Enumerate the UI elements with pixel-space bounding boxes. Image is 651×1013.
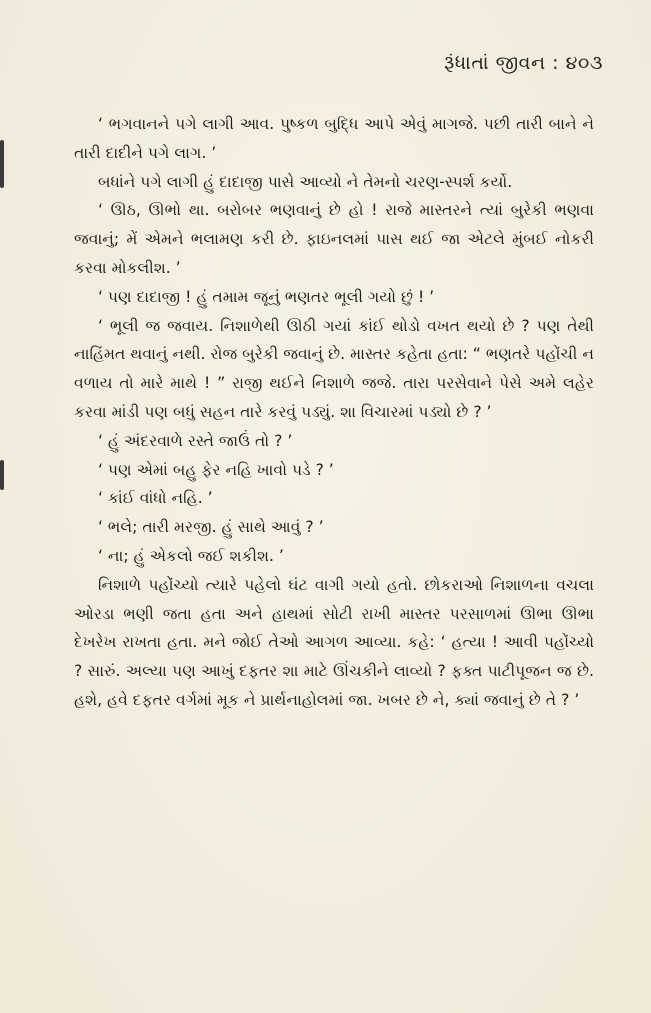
margin-mark — [0, 460, 4, 490]
body-text — [74, 110, 594, 715]
dialogue-line: ‘ હું અંદરવાળે રસ્તે જાઉં તો ? ’ — [98, 431, 293, 450]
dialogue-block — [74, 427, 594, 571]
paragraph: બધાંને પગે લાગી હું દાદાજી પાસે આવ્યો ને તેમનો ચરણ-સ્પર્શ કર્યો. — [98, 172, 513, 191]
paragraph: ‘ ભૂલી જ જવાય. નિશાળેથી ઊઠી ગયાં કાંઈ થોડો વખત થયો છે ? પણ તેથી નાહિંમત થવાનું નથી. રોજ બુરેકી જવાનું છે. માસ્તર કહેતા હતા: “ ભણતરે પહોંચી ન વળાય તો મારે માથે ! ” રાજી થઈને નિશાળે જજે. તારા પરસેવાને પેસે અમે લહેર કરવા માંડી પણ બધું સહન તારે કરવું પડ્યું. શા વિચારમાં પડ્યો છે ? ’ — [74, 316, 594, 421]
running-head: રૂંધાતાં જીવન : ૪૦૩ — [444, 52, 603, 74]
dialogue-line: ‘ પણ એમાં બહુ ફેર નહિ ખાવો પડે ? ’ — [98, 460, 334, 479]
margin-mark — [0, 140, 4, 188]
paragraph: ‘ પણ દાદાજી ! હું તમામ જૂનું ભણતર ભૂલી ગયો છું ! ’ — [98, 287, 435, 306]
dialogue-line: ‘ ના; હું એકલો જઈ શકીશ. ’ — [98, 546, 284, 565]
dialogue-line: ‘ ભલે; તારી મરજી. હું સાથે આવું ? ’ — [98, 518, 324, 537]
paragraph: નિશાળે પહોંચ્યો ત્યારે પહેલો ઘંટ વાગી ગયો હતો. છોકરાઓ નિશાળના વચલા ઓરડા ભણી જતા હતા અને હાથમાં સોટી રાખી માસ્તર પરસાળમાં ઊભા ઊભા દેખરેખ રાખતા હતા. મને જોઈ તેઓ આગળ આવ્યા. કહે: ‘ હત્યા ! આવી પહોંચ્યો ? સારું. અલ્યા પણ આખું દફતર શા માટે ઊંચકીને લાવ્યો ? ફક્ત પાટીપૂજન જ છે. હશે, હવે દફતર વર્ગમાં મૂક ને પ્રાર્થનાહોલમાં જા. ખબર છે ને, ક્યાં જવાનું છે તે ? ’ — [74, 575, 594, 709]
paragraph: ‘ ઊઠ, ઊભો થા. બરોબર ભણવાનું છે હો ! રાજે માસ્તરને ત્યાં બુરેકી ભણવા જવાનું; મેં એમને ભલામણ કરી છે. ફાઇનલમાં પાસ થઈ જા એટલે મુંબઈ નોકરી કરવા મોકલીશ. ’ — [74, 201, 594, 277]
dialogue-line: ‘ કાંઈ વાંધો નહિ. ’ — [98, 489, 213, 508]
paragraph: ‘ ભગવાનને પગે લાગી આવ. પુષ્કળ બુદ્ધિ આપે એવું માગજે. પછી તારી બાને ને તારી દાદીને પગે લાગ. ’ — [74, 115, 594, 162]
